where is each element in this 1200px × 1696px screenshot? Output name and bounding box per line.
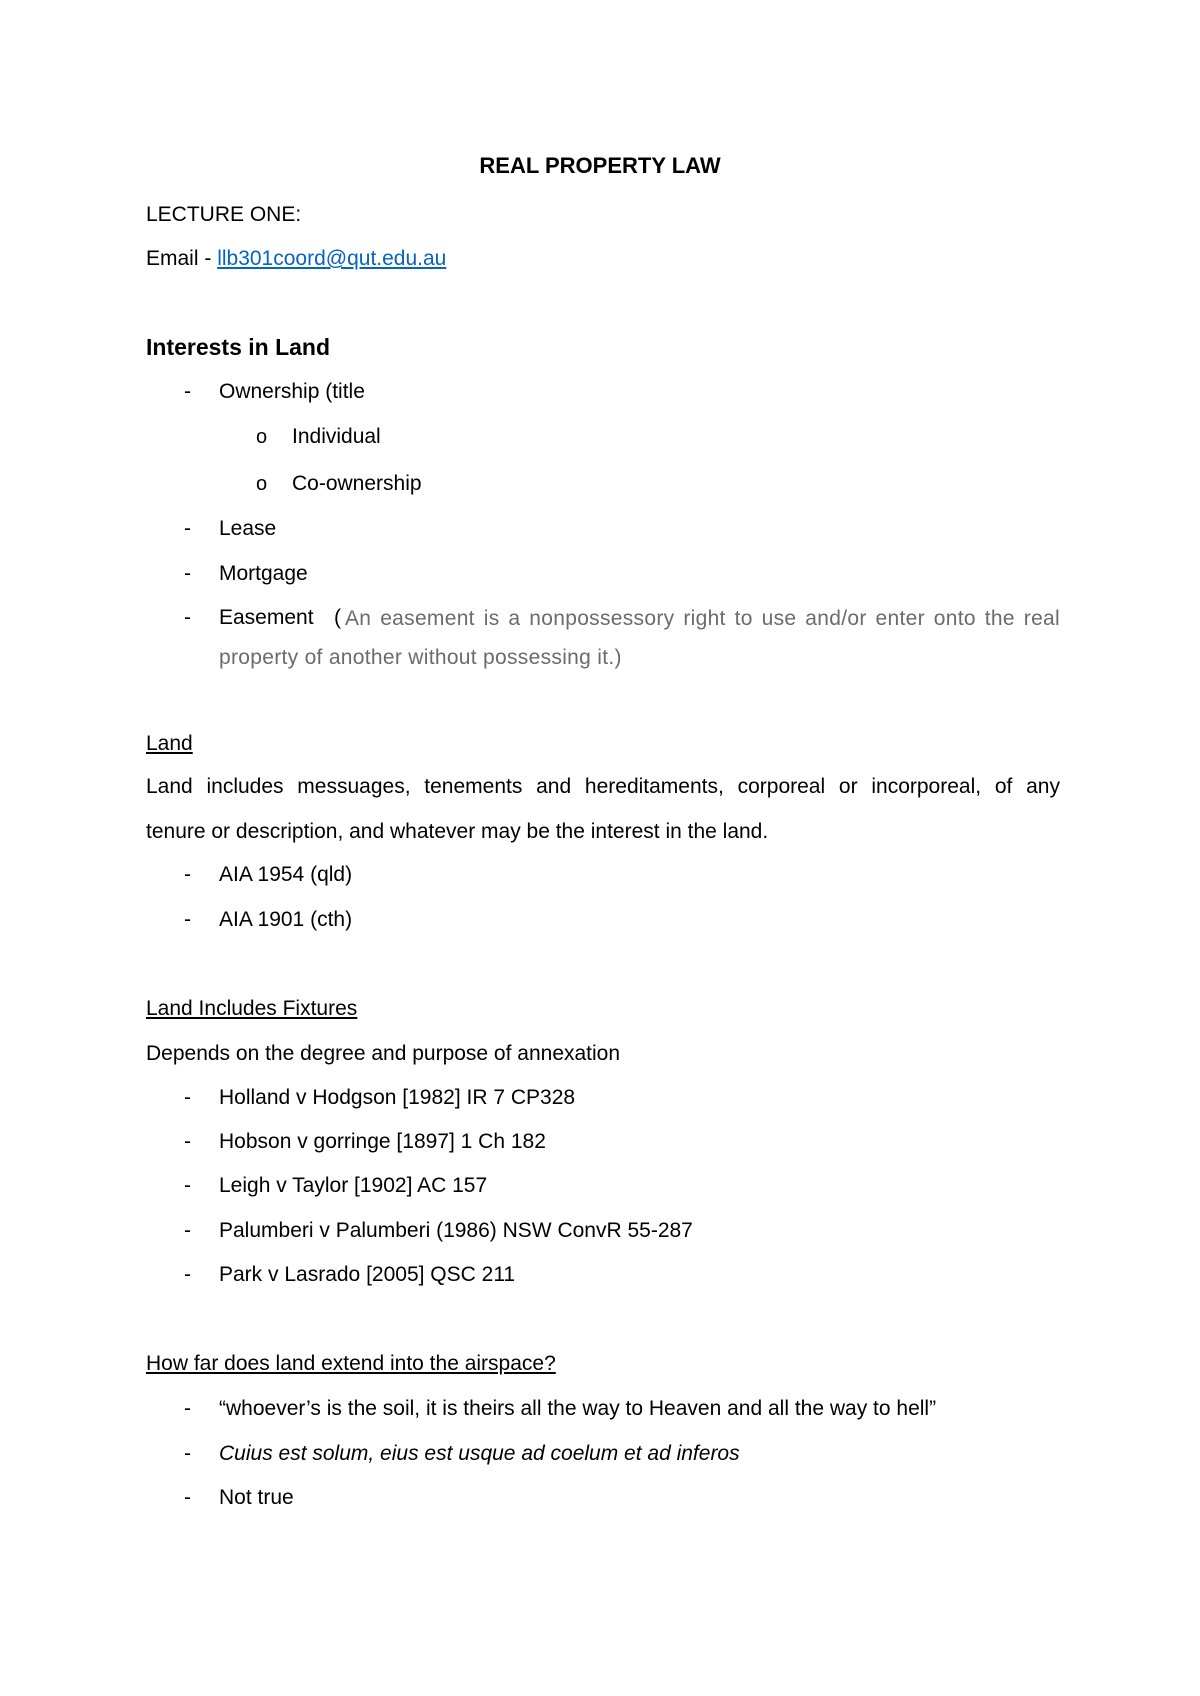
lecture-label: LECTURE ONE: [146,203,302,226]
sub-bullet-circle: o [256,426,268,448]
email-line [146,244,446,274]
list-item-easement-label: Easement [219,606,314,629]
sub-item-individual: Individual [292,425,381,448]
fixtures-heading: Land Includes Fixtures [146,997,358,1020]
bullet-dash: - [184,1219,191,1242]
fixtures-intro: Depends on the degree and purpose of annexation [146,1042,621,1065]
bullet-dash: - [184,1263,191,1286]
list-item-aia-qld: AIA 1954 (qld) [219,863,353,886]
list-item-case: Palumberi v Palumberi (1986) NSW ConvR 55-287 [219,1219,693,1242]
list-item-case: Leigh v Taylor [1902] AC 157 [219,1174,488,1197]
bullet-dash: - [184,1397,191,1420]
sub-bullet-circle: o [256,473,268,495]
bullet-dash: - [184,1086,191,1109]
bullet-dash: - [184,562,191,585]
list-item-case: Holland v Hodgson [1982] IR 7 CP328 [219,1086,576,1109]
airspace-heading: How far does land extend into the airspace? [146,1352,556,1375]
document-title: REAL PROPERTY LAW [479,153,721,178]
list-item-case: Park v Lasrado [2005] QSC 211 [219,1263,516,1286]
list-item-mortgage: Mortgage [219,562,308,585]
easement-note-paren: ( [334,606,341,629]
bullet-dash: - [184,380,191,403]
land-paragraph-line1: Land includes messuages, tenements and hereditaments, corporeal or incorporeal, of any [146,775,1060,798]
easement-note-line2: property of another without possessing it.) [219,646,622,669]
list-item-latin-maxim: Cuius est solum, eius est usque ad coelum et ad inferos [219,1442,740,1465]
list-item-case: Hobson v gorringe [1897] 1 Ch 182 [219,1130,546,1153]
list-item-lease: Lease [219,517,277,540]
easement-note-line1: An easement is a nonpossessory right to use and/or enter onto the real [345,607,1060,630]
bullet-dash: - [184,1486,191,1509]
bullet-dash: - [184,1174,191,1197]
bullet-dash: - [184,1130,191,1153]
list-item-ownership: Ownership (title [219,380,365,403]
land-paragraph-line2: tenure or description, and whatever may be the interest in the land. [146,820,769,843]
bullet-dash: - [184,606,191,629]
bullet-dash: - [184,863,191,886]
email-label: Email - [146,247,218,270]
bullet-dash: - [184,517,191,540]
interests-heading: Interests in Land [146,334,331,360]
list-item-not-true: Not true [219,1486,294,1509]
bullet-dash: - [184,1442,191,1465]
bullet-dash: - [184,908,191,931]
land-heading: Land [146,732,193,755]
list-item-quote: “whoever’s is the soil, it is theirs all the way to Heaven and all the way to hell” [219,1397,937,1420]
list-item-aia-cth: AIA 1901 (cth) [219,908,353,931]
sub-item-co-ownership: Co-ownership [292,472,422,495]
email-link[interactable]: llb301coord@qut.edu.au [217,247,447,270]
